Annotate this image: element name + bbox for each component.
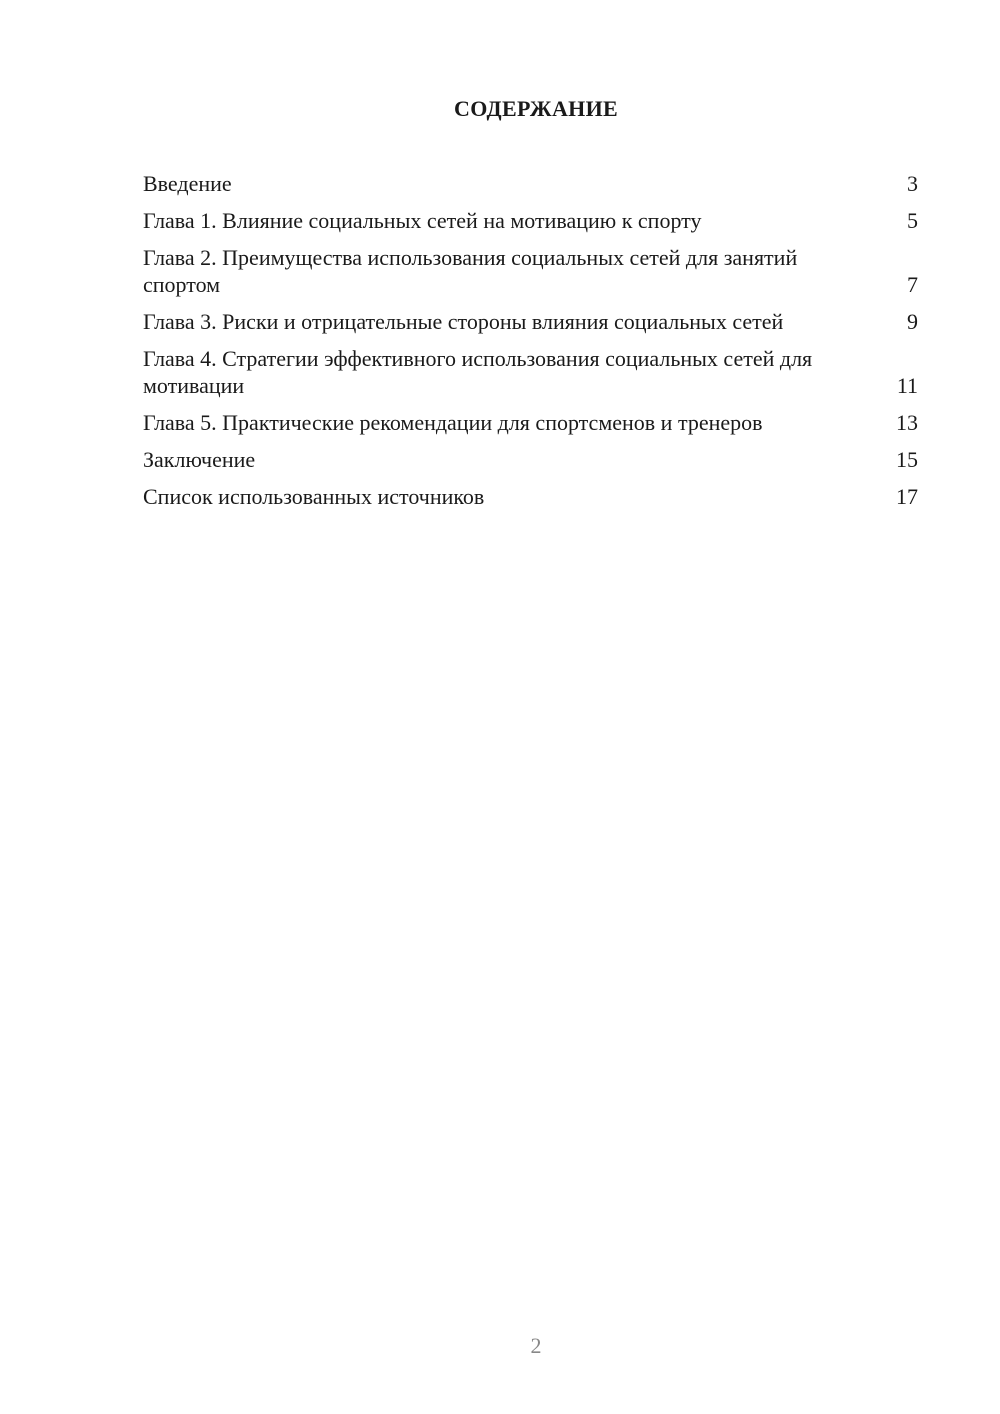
toc-entry-chapter-2[interactable] [143,244,918,298]
toc-entry-page: 13 [896,410,918,435]
page-title: СОДЕРЖАНИЕ [454,96,618,121]
toc-entry-page: 7 [907,272,918,297]
page-number: 2 [530,1333,542,1358]
toc-entry-page: 5 [907,208,918,233]
toc-entry-text: Введение [143,171,232,196]
toc-entry-chapter-5[interactable] [143,409,918,436]
toc-entry-page: 9 [907,309,918,334]
toc-entry-page: 11 [896,373,918,398]
toc-entry-introduction[interactable] [143,170,918,197]
toc-entry-page: 17 [896,484,918,509]
toc-entry-chapter-1[interactable] [143,207,918,234]
toc-entry-text: Глава 4. Стратегии эффективного использования социальных сетей для мотивации [143,346,813,398]
toc-entry-text: Глава 1. Влияние социальных сетей на мотивацию к спорту [143,208,702,233]
toc-entry-page: 15 [896,447,918,472]
toc-entry-references[interactable] [143,483,918,510]
toc-entry-text: Глава 2. Преимущества использования социальных сетей для занятий спортом [143,245,798,297]
toc-entry-text: Глава 5. Практические рекомендации для спортсменов и тренеров [143,410,763,435]
table-of-contents [143,170,918,520]
toc-entry-chapter-4[interactable] [143,345,918,399]
toc-entry-page: 3 [907,171,918,196]
toc-entry-text: Список использованных источников [143,484,485,509]
toc-entry-conclusion[interactable] [143,446,918,473]
toc-entry-text: Заключение [143,447,256,472]
toc-entry-chapter-3[interactable] [143,308,918,335]
toc-entry-text: Глава 3. Риски и отрицательные стороны влияния социальных сетей [143,309,784,334]
